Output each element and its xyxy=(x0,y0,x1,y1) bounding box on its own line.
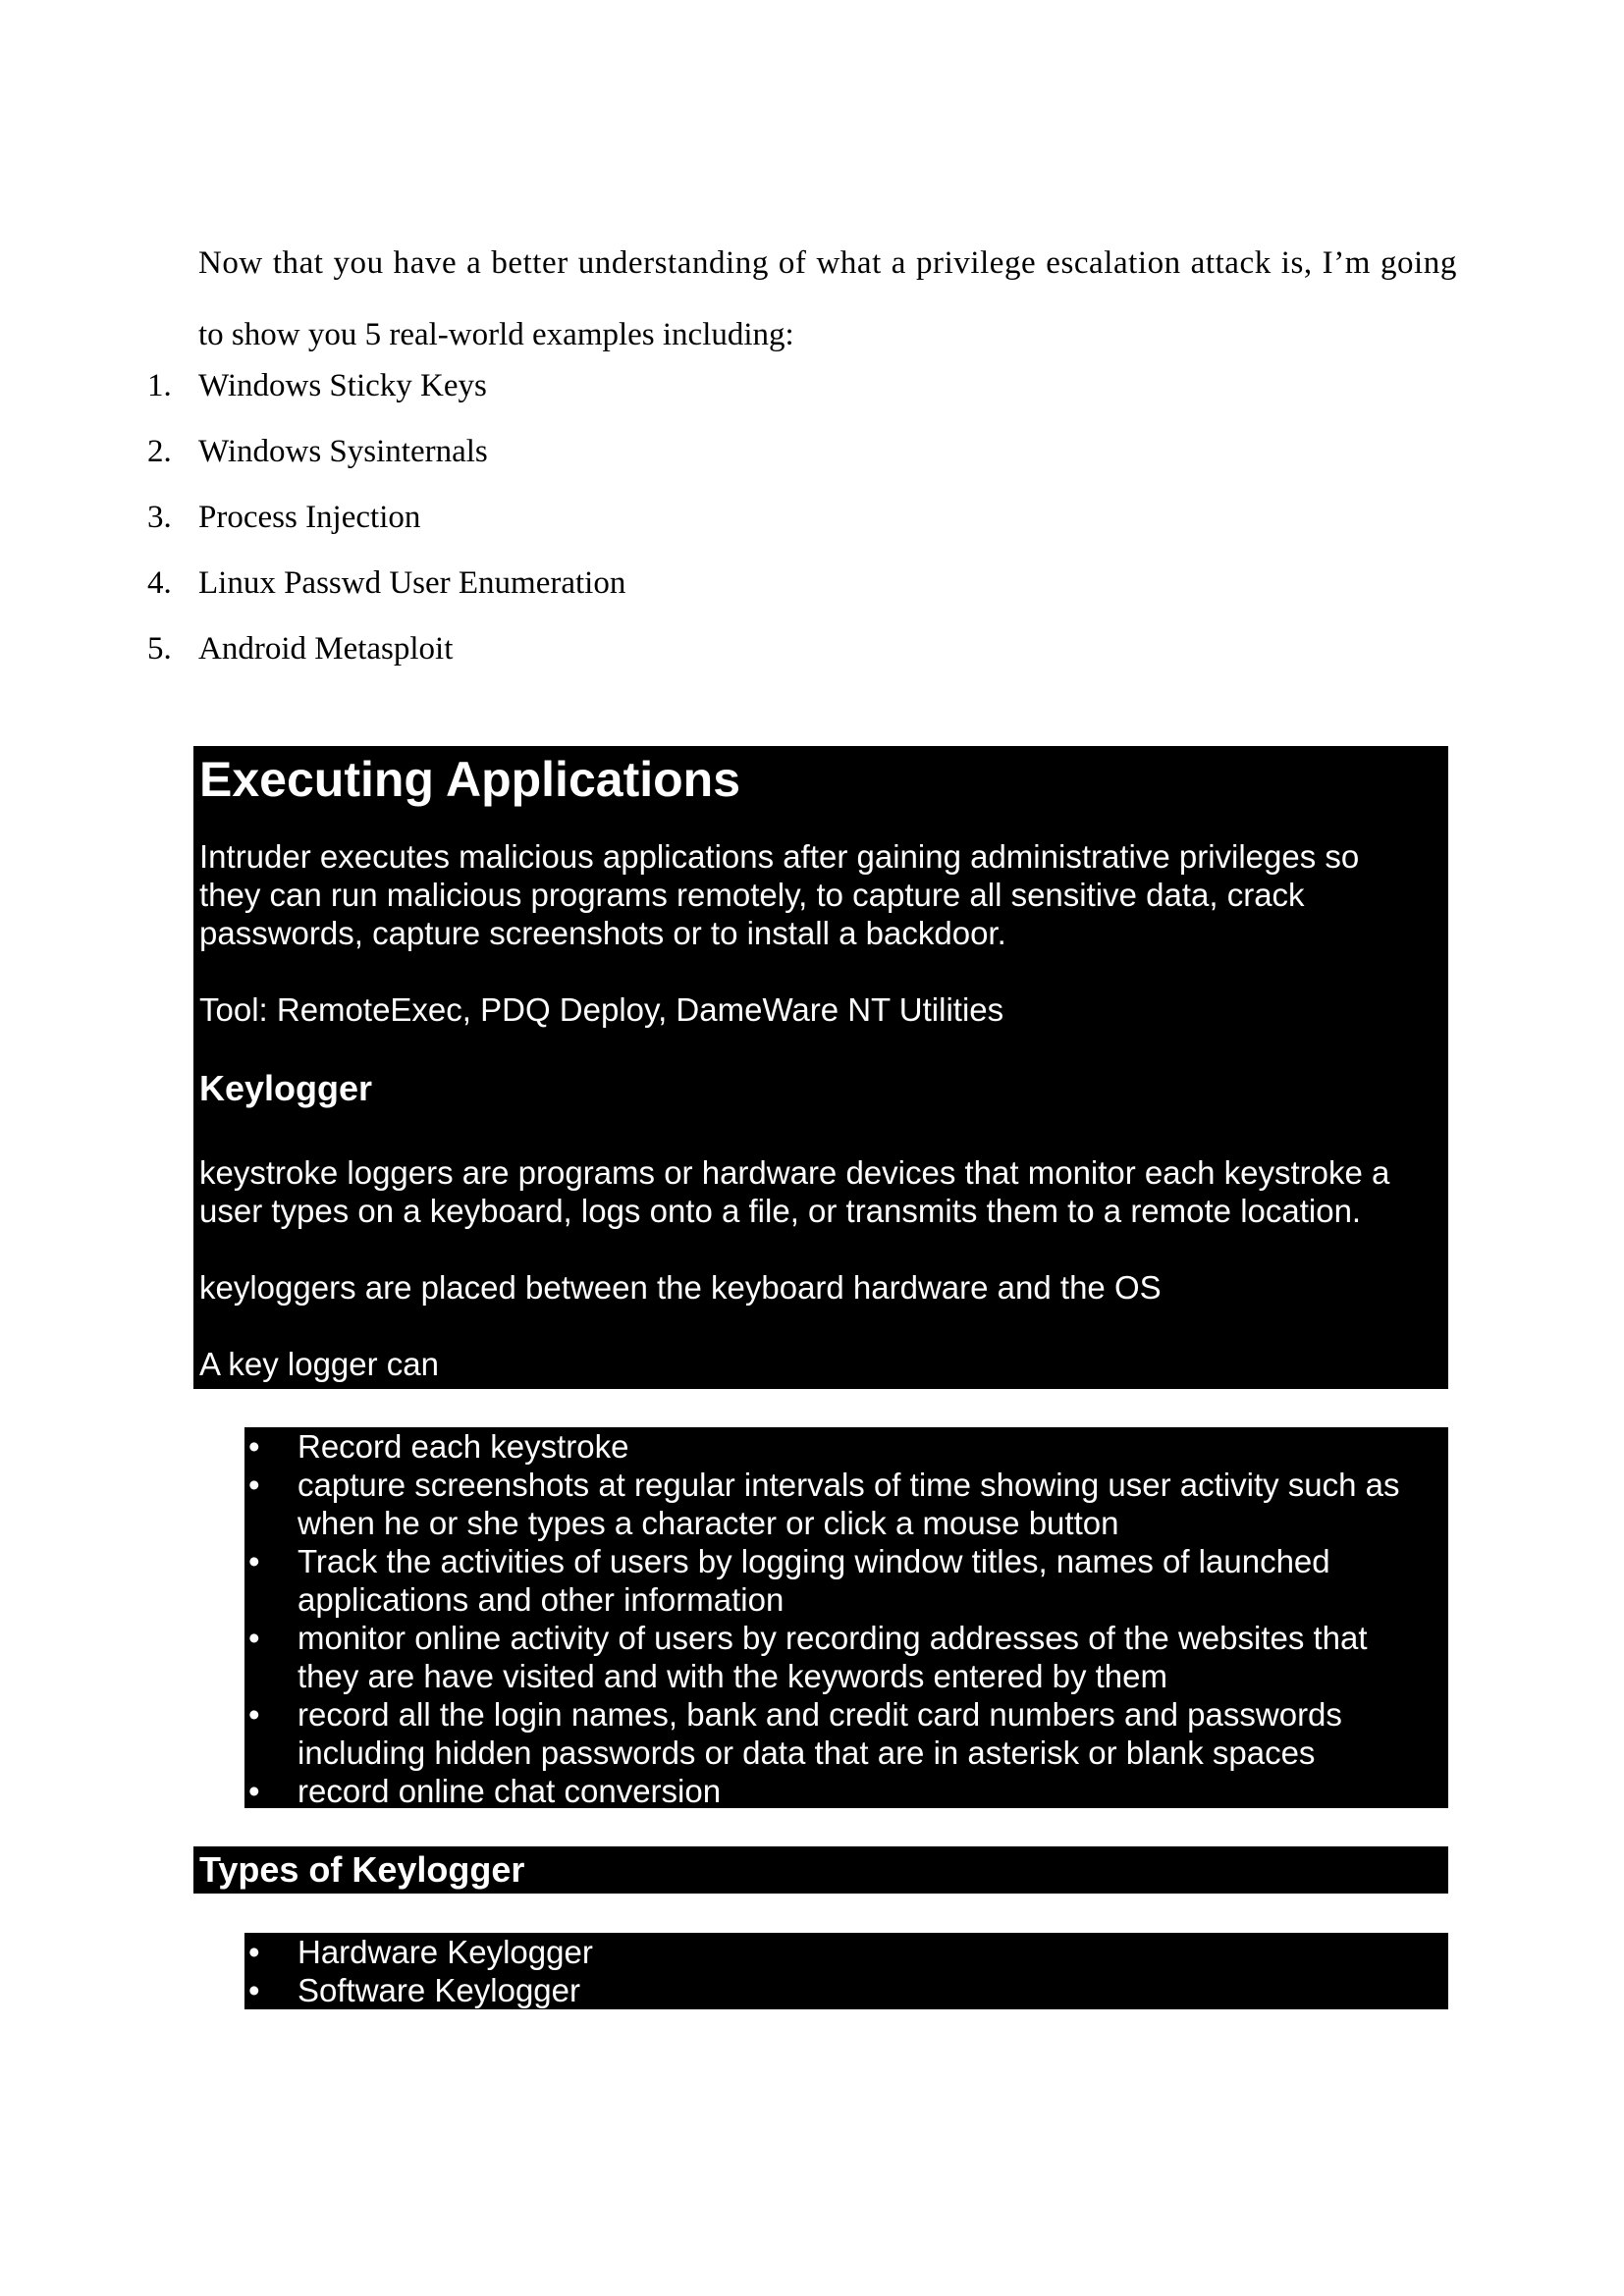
list-number: 2. xyxy=(147,434,172,469)
text-line: A key logger can xyxy=(199,1346,439,1382)
list-item xyxy=(244,1619,1400,1695)
text-line: Hardware Keylogger xyxy=(298,1934,593,1970)
types-of-keylogger-section xyxy=(193,1846,1448,1894)
text-line: user types on a keyboard, logs onto a file, or transmits them to a remote location. xyxy=(199,1193,1362,1229)
bullet-icon: • xyxy=(248,1773,260,1809)
list-item xyxy=(244,1466,1400,1542)
list-item-text: Linux Passwd User Enumeration xyxy=(198,565,626,601)
keylogger-can-intro xyxy=(199,1345,1446,1383)
executing-applications-section xyxy=(193,746,1448,1389)
list-item xyxy=(244,1427,1400,1466)
list-item-text: Windows Sticky Keys xyxy=(198,368,487,403)
list-item-text: Process Injection xyxy=(198,500,421,535)
text-line: keystroke loggers are programs or hardware devices that monitor each keystroke a xyxy=(199,1154,1390,1191)
keylogger-heading: Keylogger xyxy=(199,1068,373,1108)
text-line: Track the activities of users by logging window titles, names of launched xyxy=(298,1543,1330,1579)
text-line: when he or she types a character or click a mouse button xyxy=(298,1505,1119,1541)
section-heading: Executing Applications xyxy=(199,752,741,807)
keylogger-placement xyxy=(199,1268,1446,1307)
intro-line-1: Now that you have a better understanding of what a privilege escalation attack is, I’m going xyxy=(198,245,1457,281)
list-item xyxy=(244,1933,593,1971)
bullet-icon: • xyxy=(248,1543,260,1579)
text-line: they are have visited and with the keywords entered by them xyxy=(298,1658,1167,1694)
text-line: Software Keylogger xyxy=(298,1972,580,2008)
text-line: record all the login names, bank and credit card numbers and passwords xyxy=(298,1696,1342,1733)
text-line: applications and other information xyxy=(298,1581,785,1618)
text-line: keyloggers are placed between the keyboard hardware and the OS xyxy=(199,1269,1162,1306)
list-item-text: Windows Sysinternals xyxy=(198,434,488,469)
list-number: 4. xyxy=(147,565,172,601)
bullet-icon: • xyxy=(248,1934,260,1970)
section-heading: Types of Keylogger xyxy=(199,1849,525,1890)
text-line: monitor online activity of users by recording addresses of the websites that xyxy=(298,1620,1368,1656)
tools-line xyxy=(199,990,1446,1029)
intro-line-2: to show you 5 real-world examples including: xyxy=(198,317,794,352)
intro-paragraph xyxy=(198,228,1457,371)
list-item xyxy=(244,1772,1400,1810)
keylogger-description xyxy=(199,1153,1446,1230)
text-line: capture screenshots at regular intervals of time showing user activity such as xyxy=(298,1467,1400,1503)
keylogger-capabilities xyxy=(244,1427,1448,1808)
text-line: record online chat conversion xyxy=(298,1773,722,1809)
keylogger-types xyxy=(244,1933,1448,2009)
bullet-icon: • xyxy=(248,1467,260,1503)
list-number: 1. xyxy=(147,368,172,403)
capabilities-list xyxy=(244,1427,1400,1810)
bullet-icon: • xyxy=(248,1972,260,2008)
bullet-icon: • xyxy=(248,1620,260,1656)
types-list xyxy=(244,1933,593,2009)
bullet-icon: • xyxy=(248,1428,260,1465)
bullet-icon: • xyxy=(248,1696,260,1733)
list-number: 3. xyxy=(147,500,172,535)
text-line: Intruder executes malicious applications after gaining administrative privileges so xyxy=(199,838,1360,875)
text-line: including hidden passwords or data that are in asterisk or blank spaces xyxy=(298,1735,1316,1771)
text-line: passwords, capture screenshots or to install a backdoor. xyxy=(199,915,1006,951)
text-line: Tool: RemoteExec, PDQ Deploy, DameWare NT Utilities xyxy=(199,991,1004,1028)
intro-description xyxy=(199,837,1446,952)
list-number: 5. xyxy=(147,631,172,667)
list-item xyxy=(244,1695,1400,1772)
list-item xyxy=(244,1542,1400,1619)
text-line: Record each keystroke xyxy=(298,1428,629,1465)
text-line: they can run malicious programs remotely, to capture all sensitive data, crack xyxy=(199,877,1305,913)
list-item-text: Android Metasploit xyxy=(198,631,454,667)
list-item xyxy=(244,1971,593,2009)
